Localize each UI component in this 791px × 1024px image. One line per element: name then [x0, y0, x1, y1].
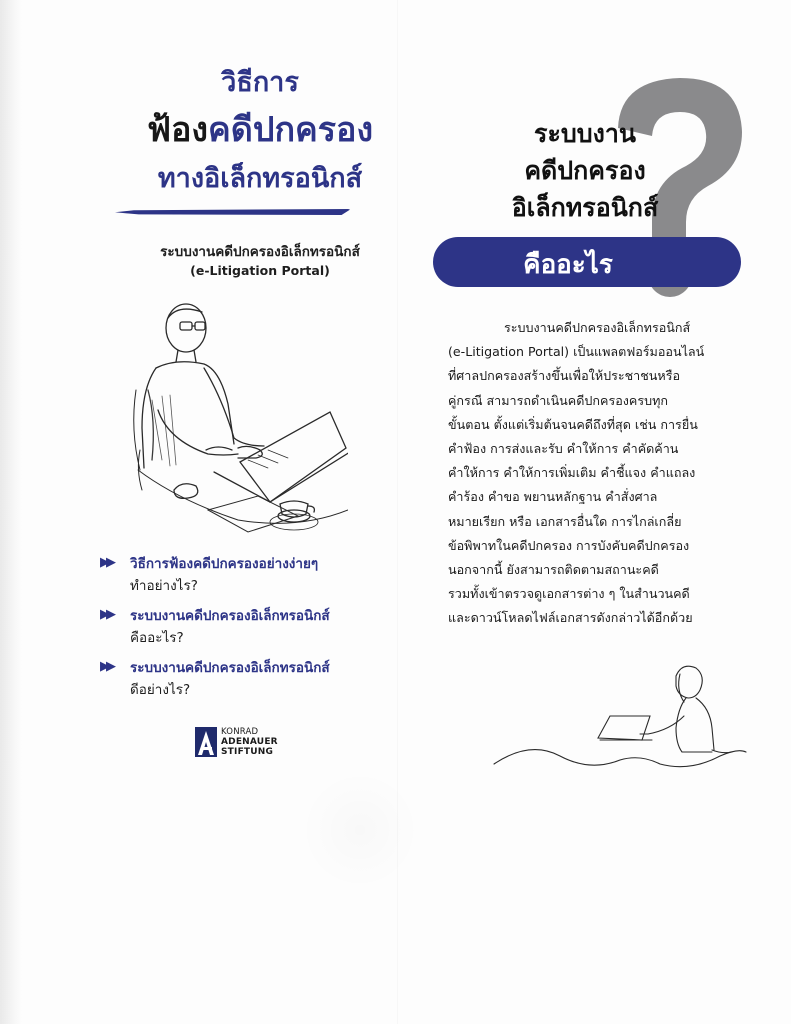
paragraph-line: คำฟ้อง การส่งและรับ คำให้การ คำคัดค้าน [448, 441, 679, 457]
left-title-line2-part1: ฟ้อง [146, 110, 209, 150]
bullet-line2: คืออะไร? [130, 630, 184, 646]
logo-line2: ADENAUER [221, 737, 278, 747]
paragraph-line: รวมทั้งเข้าตรวจดูเอกสารต่าง ๆ ในสำนวนคดี [448, 586, 690, 602]
paragraph-line: นอกจากนี้ ยังสามารถติดตามสถานะคดี [448, 562, 659, 578]
left-subtitle-line2: (e-Litigation Portal) [190, 263, 330, 278]
paragraph-line: (e-Litigation Portal) เป็นแพลตฟอร์มออนไลน์ [448, 344, 705, 360]
page-edge [0, 0, 22, 1024]
right-title-line1: ระบบงาน [534, 119, 636, 148]
bullet-line1: วิธีการฟ้องคดีปกครองอย่างง่ายๆ [130, 556, 319, 572]
paragraph-line: คู่กรณี สามารถดำเนินคดีปกครองครบทุก [448, 392, 669, 408]
description-paragraph [448, 316, 731, 631]
paragraph-line: คำให้การ คำให้การเพิ่มเติม คำชี้แจง คำแถลง [448, 465, 696, 481]
double-chevron-right-icon: ▶▶ [100, 555, 112, 570]
paragraph-line: ระบบงานคดีปกครองอิเล็กทรอนิกส์ [504, 320, 691, 335]
kas-logo-mark-icon [195, 727, 217, 757]
kas-logo-text [221, 727, 278, 757]
right-title-line3: อิเล็กทรอนิกส์ [511, 193, 659, 222]
bullet-line1: ระบบงานคดีปกครองอิเล็กทรอนิกส์ [130, 608, 330, 624]
bullet-item [100, 605, 400, 649]
paragraph-line: ข้อพิพาทในคดีปกครอง การบังคับคดีปกครอง [448, 537, 690, 553]
paragraph-line: หมายเรียก หรือ เอกสารอื่นใด การไกล่เกลี่ย [448, 513, 682, 529]
bullet-line2: ทำอย่างไร? [130, 578, 198, 594]
paragraph-line: และดาวน์โหลดไฟล์เอกสารดังกล่าวได้อีกด้วย [448, 610, 693, 626]
woman-with-laptop-illustration [490, 660, 750, 775]
paragraph-line: ขั้นตอน ตั้งแต่เริ่มต้นจนคดีถึงที่สุด เช่น การยื่น [448, 416, 698, 432]
bullet-list [100, 553, 400, 709]
left-title-line3: ทางอิเล็กทรอนิกส์ [157, 163, 363, 194]
left-title-line2 [95, 112, 425, 149]
left-title-line1: วิธีการ [221, 67, 299, 98]
man-with-laptop-illustration [118, 300, 348, 545]
logo-line1: KONRAD [221, 727, 259, 737]
paragraph-line: ที่ศาลปกครองสร้างขึ้นเพื่อให้ประชาชนหรือ [448, 368, 681, 384]
double-chevron-right-icon: ▶▶ [100, 659, 112, 674]
paragraph-line: คำร้อง คำขอ พยานหลักฐาน คำสั่งศาล [448, 489, 658, 505]
bullet-item [100, 553, 400, 597]
bullet-line1: ระบบงานคดีปกครองอิเล็กทรอนิกส์ [130, 660, 330, 676]
bullet-line2: ดีอย่างไร? [130, 682, 191, 698]
bullet-item [100, 657, 400, 701]
paper-smudge [300, 770, 420, 890]
right-title-line2: คดีปกครอง [524, 156, 646, 185]
kas-logo [195, 727, 315, 759]
double-chevron-right-icon: ▶▶ [100, 607, 112, 622]
what-is-it-label: คืออะไร [523, 250, 613, 280]
left-subtitle-line1: ระบบงานคดีปกครองอิเล็กทรอนิกส์ [160, 244, 360, 260]
left-title-line2-part2: คดีปกครอง [208, 110, 374, 150]
title-underline [115, 209, 351, 215]
logo-line3: STIFTUNG [221, 747, 274, 757]
